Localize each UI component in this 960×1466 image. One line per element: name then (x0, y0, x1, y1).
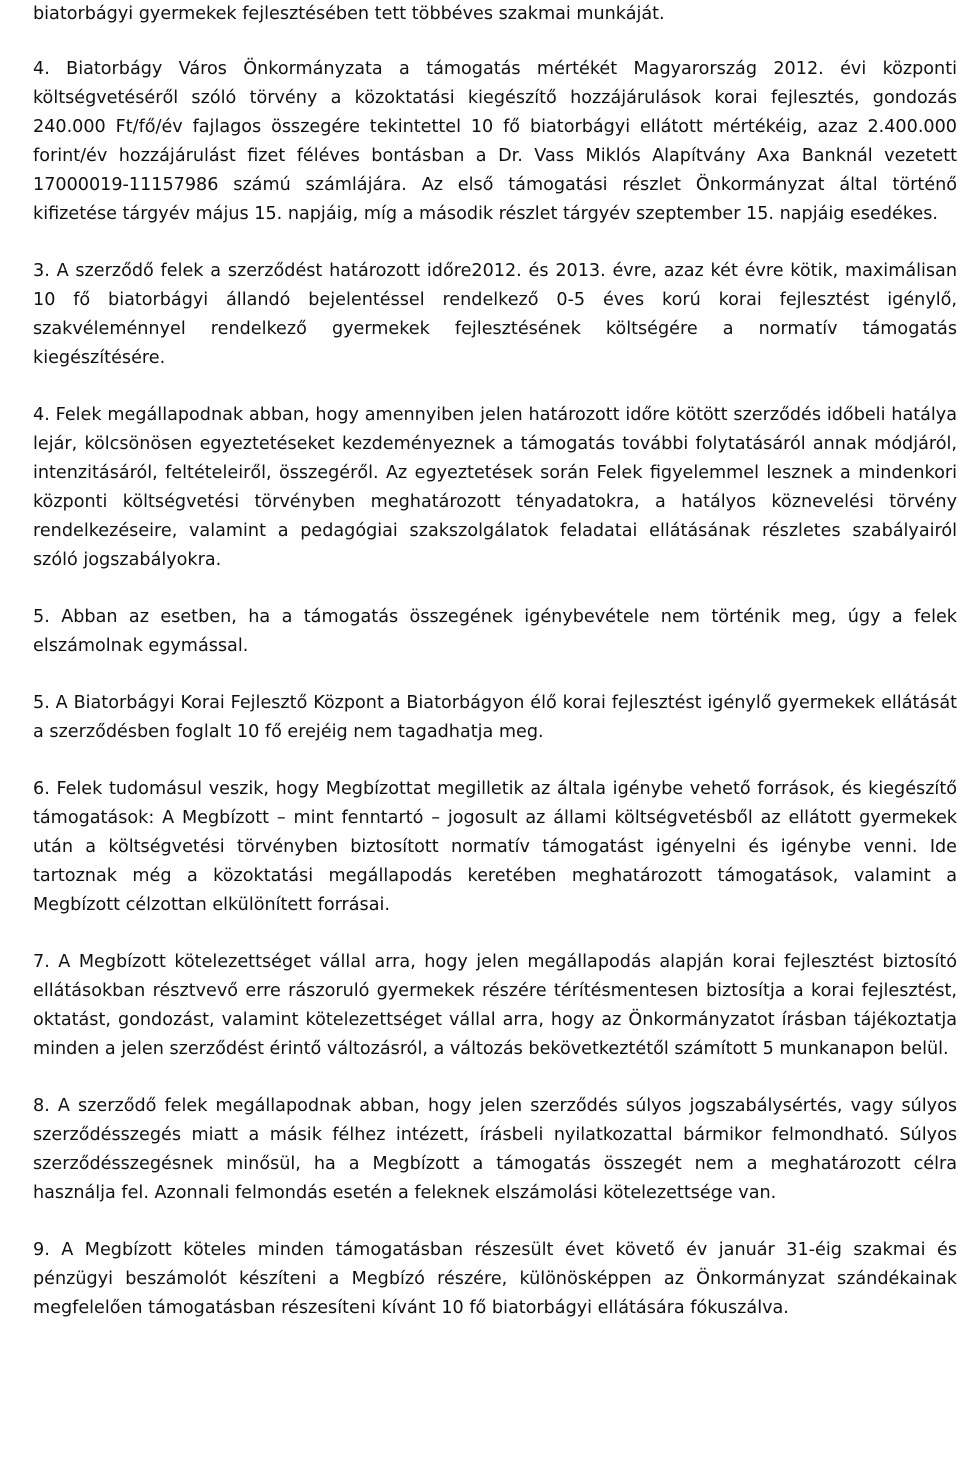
paragraph-6-resources (33, 775, 957, 920)
paragraph-text: Biatorbágy Város Önkormányzata a támogatás mértékét Magyarország 2012. évi központi költségvetéséről szóló törvény a közoktatási kiegészítő hozzájárulások korai fejlesztés, gondozás 240.000 Ft/fő/év fajlagos összegére tekintettel 10 fő biatorbágyi ellátott mértékéig, azaz 2.400.000 forint/év hozzájárulást fizet féléves bontásban a Dr. Vass Miklós Alapítvány Axa Banknál vezetett 17000019-11157986 számú számlájára. Az első támogatási részlet Önkormányzat által történő kifizetése tárgyév május 15. napjáig, míg a második részlet tárgyév szeptember 15. napjáig esedékes. (33, 59, 957, 224)
paragraph-text: A szerződő felek megállapodnak abban, hogy jelen szerződés súlyos jogszabálysértés, vagy súlyos szerződésszegés miatt a másik félhez intézett, írásbeli nyilatkozattal bármikor felmondható. Súlyos szerződésszegésnek minősül, ha a Megbízott a támogatás összegét nem a meghatározott célra használja fel. Azonnali felmondás esetén a feleknek elszámolási kötelezettsége van. (33, 1096, 957, 1203)
paragraph-number: 9. (33, 1240, 50, 1260)
spacer (33, 575, 957, 603)
paragraph-number: 7. (33, 952, 50, 972)
paragraph-7-obligations (33, 948, 957, 1064)
spacer (33, 29, 957, 55)
paragraph-text: A Megbízott köteles minden támogatásban részesült évet követő év január 31-éig szakmai és pénzügyi beszámolót készíteni a Megbízó részére, különösképpen az Önkormányzat szándékainak megfelelően támogatásban részesíteni kívánt 10 fő biatorbágyi ellátására fókuszálva. (33, 1240, 957, 1318)
document-page (33, 0, 957, 1323)
paragraph-number: 8. (33, 1096, 50, 1116)
spacer (33, 229, 957, 257)
paragraph-3-term (33, 257, 957, 373)
paragraph-number: 6. (33, 779, 50, 799)
paragraph-text: Abban az esetben, ha a támogatás összegének igénybevétele nem történik meg, úgy a felek elszámolnak egymással. (33, 607, 957, 656)
spacer (33, 747, 957, 775)
paragraph-number: 4. (33, 405, 50, 425)
spacer (33, 1208, 957, 1236)
spacer (33, 920, 957, 948)
paragraph-5-settlement (33, 603, 957, 661)
paragraph-5-care-center (33, 689, 957, 747)
spacer (33, 373, 957, 401)
paragraph-text: Felek tudomásul veszik, hogy Megbízottat megilletik az általa igénybe vehető források, és kiegészítő támogatások: A Megbízott – mint fenntartó – jogosult az állami költségvetésből az ellátott gyermekek után a költségvetési törvényben biztosított normatív támogatást igényelni és igénybe venni. Ide tartoznak még a közoktatási megállapodás keretében meghatározott támogatások, valamint a Megbízott célzottan elkülönített forrásai. (33, 779, 957, 915)
paragraph-4-negotiation (33, 401, 957, 575)
paragraph-text: A Megbízott kötelezettséget vállal arra, hogy jelen megállapodás alapján korai fejlesztést biztosító ellátásokban résztvevő erre rászoruló gyermekek részére térítésmentesen biztosítja a korai fejlesztést, oktatást, gondozást, valamint kötelezettséget vállal arra, hogy az Önkormányzatot írásban tájékoztatja minden a jelen szerződést érintő változásról, a változás bekövetkeztétől számított 5 munkanapon belül. (33, 952, 957, 1059)
paragraph-text: Felek megállapodnak abban, hogy amennyiben jelen határozott időre kötött szerződés időbeli hatálya lejár, kölcsönösen egyeztetéseket kezdeményeznek a támogatás további folytatásáról annak módjáról, intenzitásáról, feltételeiről, összegéről. Az egyeztetések során Felek figyelemmel lesznek a mindenkori központi költségvetési törvényben meghatározott tényadatokra, a hatályos köznevelési törvény rendelkezéseire, valamint a pedagógiai szakszolgálatok feladatai ellátásának részletes szabályairól szóló jogszabályokra. (33, 405, 958, 570)
spacer (33, 1064, 957, 1092)
paragraph-text: A szerződő felek a szerződést határozott időre2012. és 2013. évre, azaz két évre kötik, maximálisan 10 fő biatorbágyi állandó bejelentéssel rendelkező 0-5 éves korú korai fejlesztést igénylő, szakvéleménnyel rendelkező gyermekek fejlesztésének költségére a normatív támogatás kiegészítésére. (33, 261, 957, 368)
paragraph-number: 3. (33, 261, 50, 281)
paragraph-number: 5. (33, 607, 50, 627)
paragraph-text: A Biatorbágyi Korai Fejlesztő Központ a Biatorbágyon élő korai fejlesztést igénylő gyermekek ellátását a szerződésben foglalt 10 fő erejéig nem tagadhatja meg. (33, 693, 957, 742)
spacer (33, 661, 957, 689)
paragraph-9-reporting (33, 1236, 957, 1323)
paragraph-number: 5. (33, 693, 50, 713)
paragraph-4-funding (33, 55, 957, 229)
paragraph-text: biatorbágyi gyermekek fejlesztésében tett többéves szakmai munkáját. (33, 4, 665, 24)
paragraph-8-termination (33, 1092, 957, 1208)
paragraph-number: 4. (33, 59, 50, 79)
paragraph-continuation (33, 0, 957, 29)
